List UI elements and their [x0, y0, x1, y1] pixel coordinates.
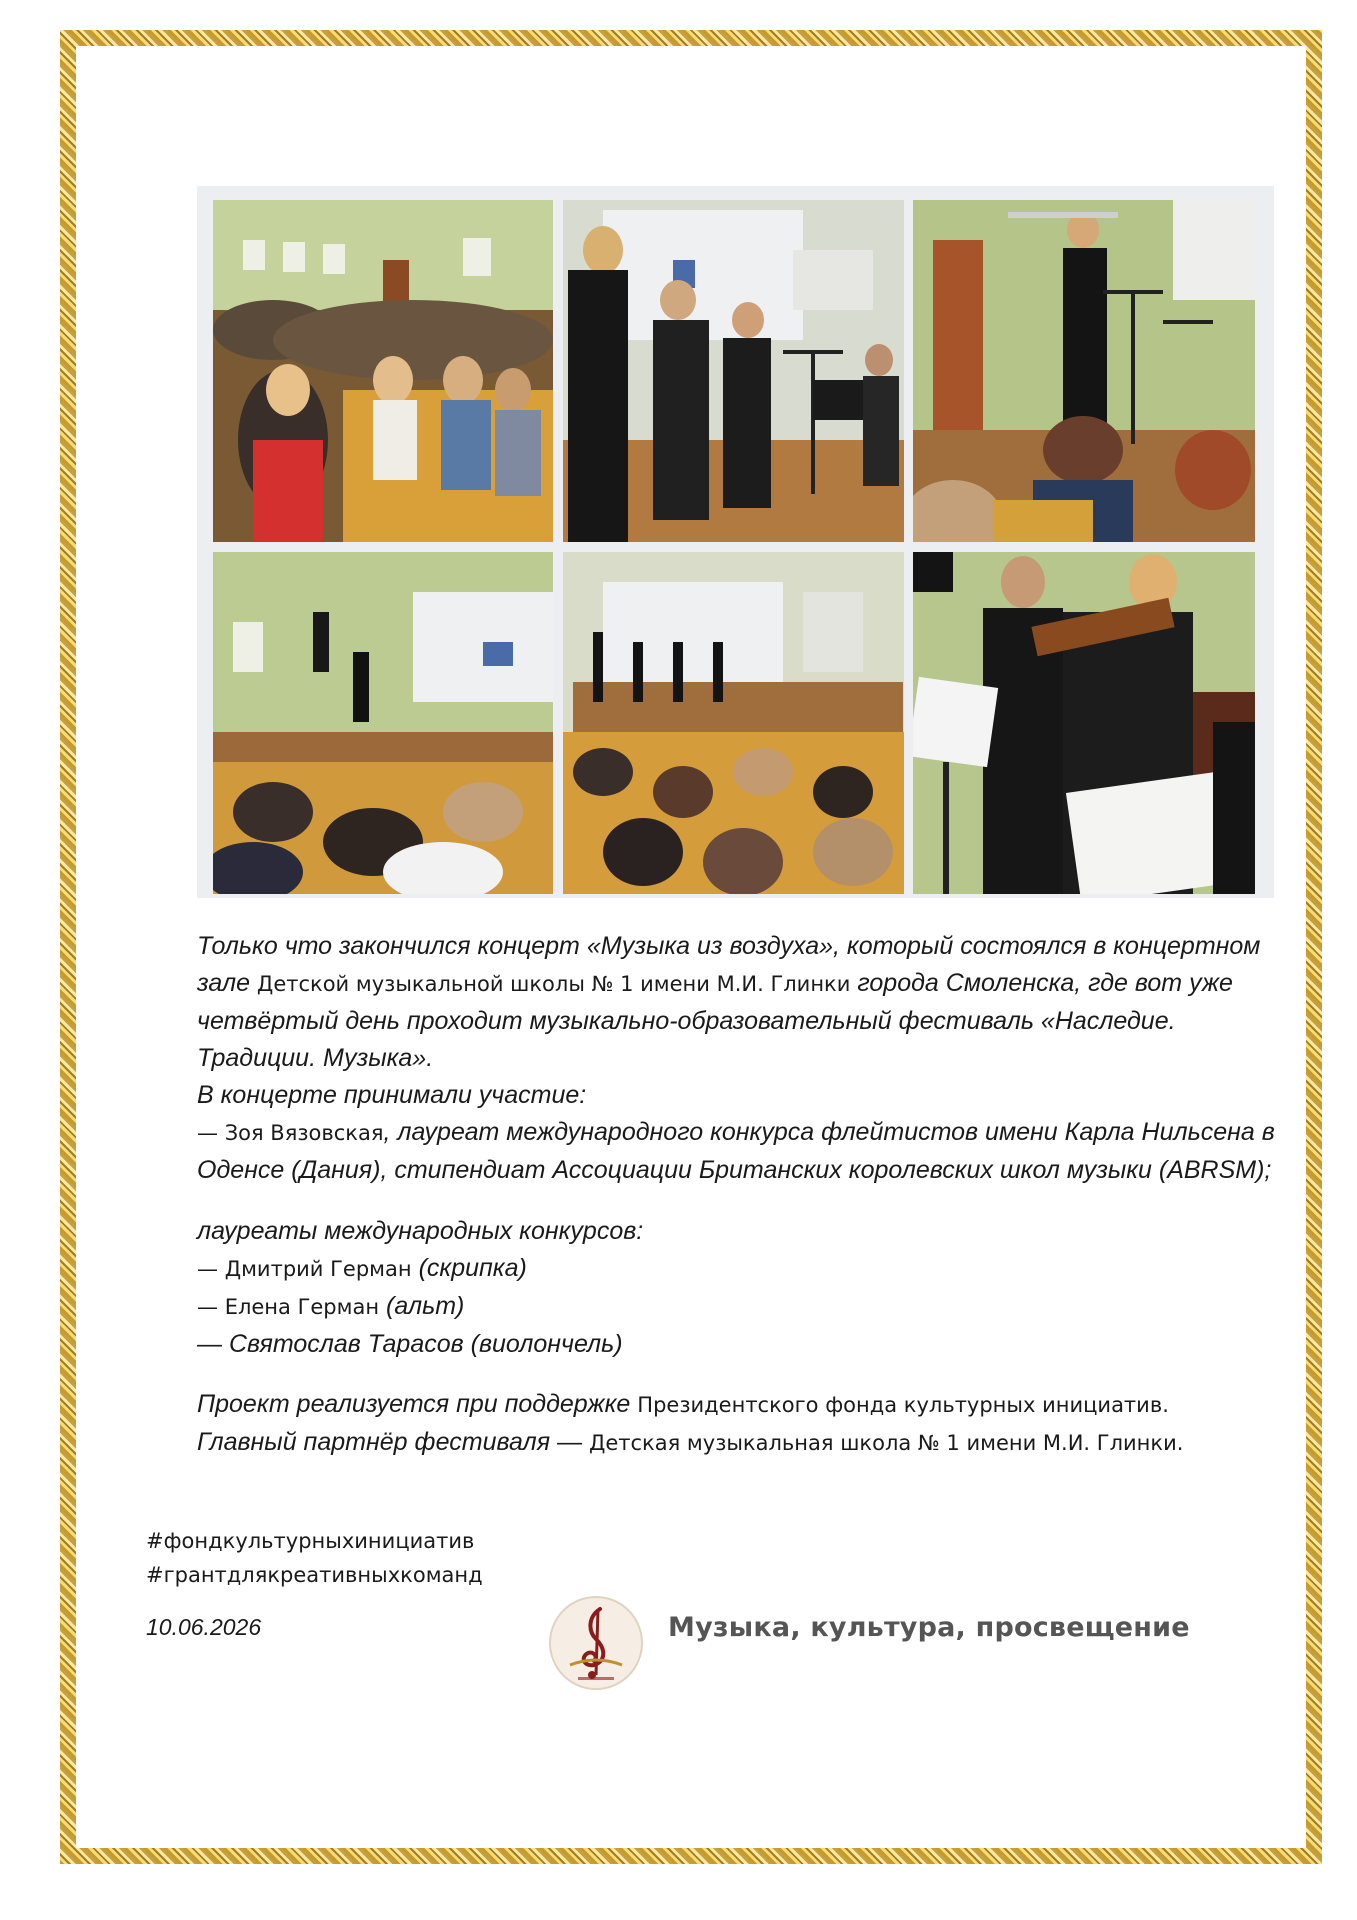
participant-elena — [197, 1288, 1277, 1326]
participant-name: Дмитрий Герман — [224, 1257, 412, 1281]
photo-ensemble — [563, 552, 904, 894]
participant-dash: — — [197, 1257, 225, 1281]
spacer — [197, 1363, 1277, 1386]
spacer — [197, 1189, 1277, 1213]
intro-paragraph — [197, 928, 1277, 1077]
support-line — [197, 1386, 1277, 1424]
photo-collage — [197, 186, 1274, 898]
participants-intro: В концерте принимали участие: — [197, 1081, 587, 1109]
photo-trio — [563, 200, 904, 542]
participant-role: (альт) — [379, 1292, 465, 1320]
participant-dash: — — [197, 1295, 225, 1319]
photo-violinists — [913, 552, 1255, 894]
photo-hall-wide — [213, 552, 553, 894]
intro-text-a: Только что закончился концерт «Музыка из воздуха», который состоялся в концертном зале — [197, 932, 1261, 997]
intro-text-c: города Смоленска, где вот уже четвёртый день проходит музыкально-образовательный фестиваль «Наследие. Традиции. Музыка». — [197, 969, 1233, 1072]
participant-description: , лауреат международного конкурса флейтистов имени Карла Нильсена в Оденсе (Дания), стипендиат Ассоциации Британских королевских школ музыки (ABRSM); — [197, 1118, 1275, 1184]
participant-role: (скрипка) — [411, 1254, 527, 1282]
laureates-intro: лауреаты международных конкурсов: — [197, 1217, 644, 1245]
partner-line — [197, 1424, 1277, 1462]
fund-name: Президентского фонда культурных инициатив. — [637, 1393, 1169, 1417]
photo-audience — [213, 200, 553, 542]
participant-zoya — [197, 1114, 1277, 1189]
article-text — [197, 928, 1277, 1462]
hashtags — [146, 1524, 483, 1592]
participant-dmitry — [197, 1250, 1277, 1288]
participant-dash: — — [197, 1121, 225, 1145]
publication-date: 10.06.2026 — [146, 1614, 262, 1640]
participant-name: Елена Герман — [224, 1295, 380, 1319]
treble-clef-icon — [548, 1595, 644, 1691]
logo-text: Музыка, культура, просвещение — [668, 1612, 1190, 1643]
support-text: Проект реализуется при поддержке — [197, 1390, 638, 1418]
partner-name: Детская музыкальная школа № 1 имени М.И. Глинки. — [588, 1431, 1184, 1455]
participant-name: Зоя Вязовская — [224, 1121, 384, 1145]
hashtag-link[interactable]: #фондкультурныхинициатив — [146, 1529, 475, 1553]
participant-svyatoslav: — Святослав Тарасов (виолончель) — [197, 1330, 623, 1358]
partner-text: Главный партнёр фестиваля — — [197, 1428, 589, 1456]
hashtag-link[interactable]: #грантдлякреативныхкоманд — [146, 1563, 483, 1587]
photo-flutist — [913, 200, 1255, 542]
school-name: Детской музыкальной школы № 1 имени М.И. Глинки — [256, 972, 851, 996]
